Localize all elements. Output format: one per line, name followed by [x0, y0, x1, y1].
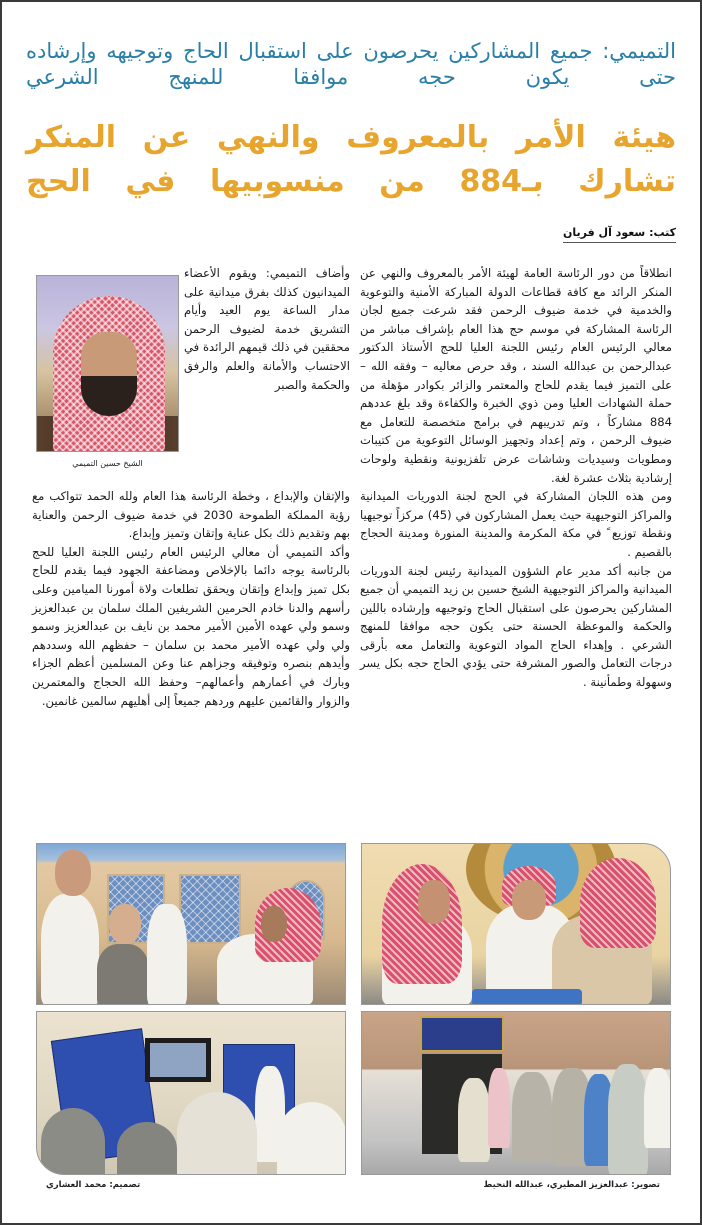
- portrait-photo: [36, 275, 179, 452]
- pilgrim-figure: [277, 1102, 346, 1175]
- body-paragraph: ومن هذه اللجان المشاركة في الحج لجنة الدوريات الميدانية والمراكز التوجيهية حيث يعمل المشاركون في (45) مركزاً توجيهيا ونقطة توزيع ً في مكة المكرمة والمدينة المنورة ومدينة الحجاج بالقصيم .: [360, 489, 672, 559]
- article-subhead: التميمي: جميع المشاركين يحرصون على استقبال الحاج وتوجيهه وإرشاده حتى يكون حجه موافقا للمنهج الشرعي: [26, 39, 676, 89]
- pilgrim-figure: [97, 944, 149, 1005]
- photo-credit: تصوير: عبدالعزيز المطيري، عبدالله النحيط: [483, 1180, 660, 1190]
- pilgrim-figure: [41, 1108, 105, 1175]
- pilgrim-figure: [117, 1122, 177, 1175]
- portrait-caption: الشيخ حسين التميمي: [72, 459, 143, 468]
- photo-handshake: [361, 843, 671, 1005]
- pilgrim-figure: [608, 1064, 648, 1175]
- photo-awareness-center: [36, 1011, 346, 1175]
- member-ghutra: [382, 864, 462, 984]
- article-headline: هيئة الأمر بالمعروف والنهي عن المنكر تشارك بـ884 من منسوبيها في الحج: [26, 120, 676, 199]
- body-paragraph: والإتقان والإبداع ، وخطة الرئاسة هذا العام ولله الحمد تتواكب مع رؤية المملكة الطموحة 2030 في خدمة ضيوف الرحمن والعناية بهم وتقديم ذلك بكل عناية وإتقان وتميز وإبداع.: [32, 489, 350, 541]
- member-face: [512, 880, 546, 920]
- pilgrim-head: [109, 904, 141, 944]
- left-text-wrap: [184, 264, 350, 394]
- pilgrim-figure: [644, 1068, 671, 1148]
- byline: كتب: سعود آل فريان: [563, 226, 676, 243]
- pilgrim-figure: [41, 894, 99, 1005]
- pilgrim-head: [55, 850, 91, 896]
- member-face: [418, 880, 450, 924]
- photo-field-guidance: [36, 843, 346, 1005]
- design-credit: تصميم: محمد العشاري: [46, 1180, 141, 1190]
- photo-center-entrance: [361, 1011, 671, 1175]
- left-text-column: [32, 487, 350, 710]
- pilgrim-ghutra: [580, 858, 656, 948]
- body-paragraph: وأضاف التميمي: ويقوم الأعضاء الميدانيون كذلك بفرق ميدانية على مدار الساعة يوم العيد وأيام التشريق خدمة لضيوف الرحمن محققين في ذلك قيمهم الرائدة في الاحتساب والأمانة والعلم والرفق والحكمة والصبر: [184, 266, 350, 392]
- lattice-window: [179, 874, 241, 944]
- brochures: [472, 989, 582, 1005]
- body-paragraph: انطلاقاً من دور الرئاسة العامة لهيئة الأمر بالمعروف والنهي عن المنكر الرائد مع كافة قطاعات الدولة المباركة الأمنية والتوعوية والخدمية في خدمة ضيوف الرحمن فقد شرعت جميع لجان الرئاسة المشاركة في موسم حج هذا العام بإشراف مباشر من معالي الرئيس العام رئيس اللجنة العليا للحج الأستاذ الدكتور عبدالرحمن بن عبدالله السند ، وقد حرص معاليه – وفقه الله – على التميز فيما يقدم للحاج والمعتمر والزائر بكوادر مؤهلة من حملة الشهادات العليا ومن ذوي الخبرة والكفاءة وقد بلغ عددهم 884 مشاركاً ، وتم تدريبهم في برامج متخصصة للتعامل مع ضيوف الرحمن ، وتم إعداد وتجهيز الوسائل التوعوية من كتيبات ومطويات وسيديات وشاشات عرض تلفزيونية ونقطية ولوحات إرشادية بثلاث عشرة لغة.: [360, 266, 672, 485]
- member-face: [261, 906, 287, 942]
- pilgrim-figure: [488, 1068, 510, 1148]
- pilgrim-figure: [147, 904, 187, 1005]
- center-sign: [420, 1016, 504, 1052]
- body-paragraph: وأكد التميمي أن معالي الرئيس العام رئيس اللجنة العليا للحج بالرئاسة يوجه دائما بالإخلاص ومضاعفة الجهود فيما يقدم للحاج بكل تميز وإبداع وإتقان ويحقق تطلعات ولاة أمورنا الميامين وعلى رأسهم والدنا خادم الحرمين الشريفين الملك سلمان بن عبدالعزيز وسمو ولي عهده الأمين الأمير محمد بن نايف بن عبدالعزيز وسمو ولي ولي عهده الأمير محمد بن سلمان – حفظهم الله وسددهم وأيدهم بنصره وتوفيقه وجزاهم عنا وعن المسلمين أعظم الجزاء وبارك في أعمارهم وأعمالهم– وحفظ الله الحجاج والمعتمرين والزوار والقائمين عليهم وردهم جميعاً إلى أهليهم سالمين غانمين.: [32, 544, 350, 708]
- pilgrim-figure: [458, 1078, 490, 1162]
- right-text-column: [360, 264, 672, 692]
- pilgrim-figure: [177, 1092, 257, 1175]
- pilgrim-figure: [512, 1072, 552, 1162]
- body-paragraph: من جانبه أكد مدير عام الشؤون الميدانية رئيس لجنة الدوريات الميدانية والمراكز التوجيهية الشيخ حسين بن زيد التميمي أن جميع المشاركين يحرصون على استقبال الحاج وتوجيهه وإرشاده باللين والحكمة والموعظة الحسنة حتى يكون حجه موافقا للمنهج الشرعي . وإهداء الحاج المواد التوعوية والتعامل معه بأرقى درجات التعامل والصور المشرفة حتى يؤدي الحاج حجه بكل يسر وسهولة وطمأنينة .: [360, 563, 672, 690]
- tv-screen: [145, 1038, 211, 1082]
